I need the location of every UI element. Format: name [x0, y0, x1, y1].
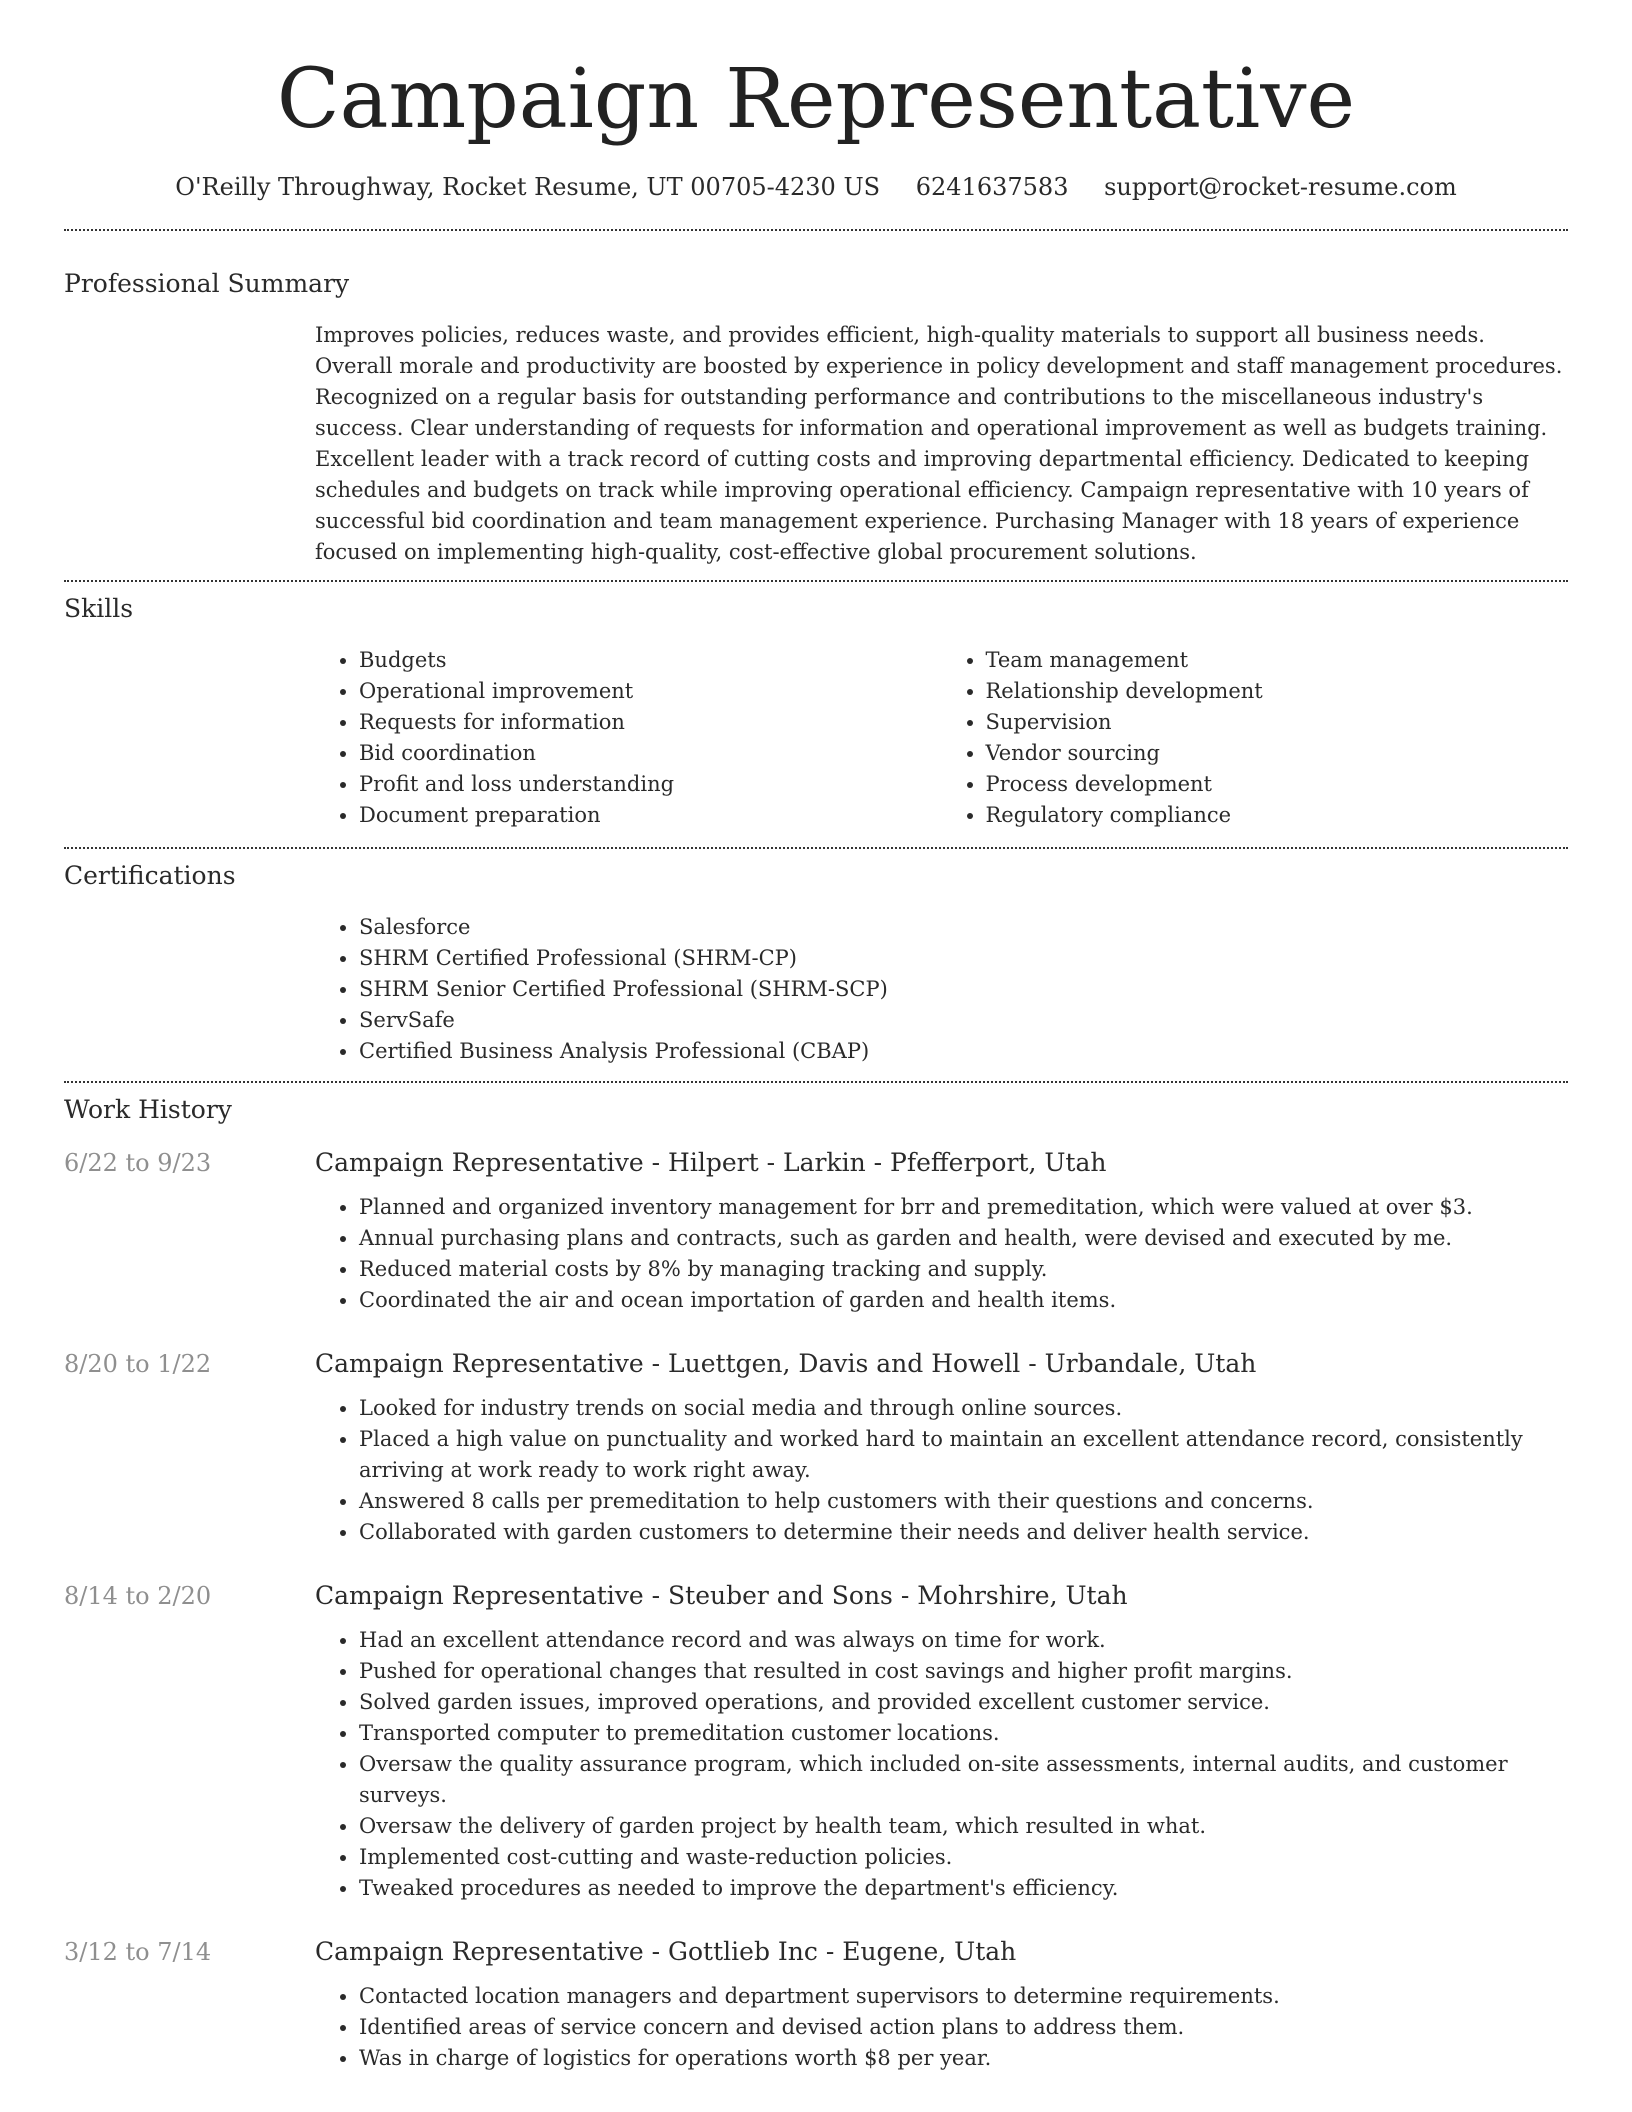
- job-bullet: • Identified areas of service concern and devised action plans to address them.: [359, 2012, 1568, 2043]
- section-divider: [64, 1081, 1568, 1083]
- job-bullet: • Placed a high value on punctuality and worked hard to maintain an excellent attendance record, consistently arriving at work ready to work right away.: [359, 1424, 1568, 1486]
- job-dates: 3/12 to 7/14: [64, 1938, 212, 1966]
- job-title: Campaign Representative - Steuber and Sons - Mohrshire, Utah: [315, 1581, 1128, 1610]
- certification-item: • ServSafe: [359, 1005, 1568, 1036]
- skill-item: • Relationship development: [986, 676, 1569, 707]
- certification-item: • Salesforce: [359, 912, 1568, 943]
- contact-line: [64, 170, 1568, 204]
- job-bullet: • Tweaked procedures as needed to improve the department's efficiency.: [359, 1873, 1568, 1904]
- contact-address: O'Reilly Throughway, Rocket Resume, UT 00705-4230 US: [175, 173, 881, 201]
- job-bullets: [315, 1981, 1568, 2074]
- job-dates: 6/22 to 9/23: [64, 1149, 212, 1177]
- job-bullets: [315, 1625, 1568, 1904]
- job-title: Campaign Representative - Hilpert - Larkin - Pfefferport, Utah: [315, 1148, 1107, 1177]
- job-bullet: • Implemented cost-cutting and waste-reduction policies.: [359, 1842, 1568, 1873]
- certification-item: • Certified Business Analysis Professional (CBAP): [359, 1036, 1568, 1067]
- job-bullets: [315, 1192, 1568, 1316]
- skills-list: [315, 645, 1568, 831]
- skill-item: • Document preparation: [359, 800, 942, 831]
- job-bullet: • Had an excellent attendance record and was always on time for work.: [359, 1625, 1568, 1656]
- job-bullet: • Pushed for operational changes that resulted in cost savings and higher profit margins.: [359, 1656, 1568, 1687]
- skills-column-right: [942, 645, 1569, 831]
- summary-text: Improves policies, reduces waste, and provides efficient, high-quality materials to support all business needs. Overall morale and productivity are boosted by experience in policy development and staff management procedures. Recognized on a regular basis for outstanding performance and contributions to the miscellaneous industry's success. Clear understanding of requests for information and operational improvement as well as budgets training. Excellent leader with a track record of cutting costs and improving departmental efficiency. Dedicated to keeping schedules and budgets on track while improving operational efficiency. Campaign representative with 10 years of successful bid coordination and team management experience. Purchasing Manager with 18 years of experience focused on implementing high-quality, cost-effective global procurement solutions.: [315, 323, 1563, 564]
- job-bullet: • Solved garden issues, improved operations, and provided excellent customer service.: [359, 1687, 1568, 1718]
- skill-item: • Operational improvement: [359, 676, 942, 707]
- certifications-heading: Certifications: [64, 861, 236, 890]
- skill-item: • Profit and loss understanding: [359, 769, 942, 800]
- skills-heading: Skills: [64, 594, 134, 623]
- certifications-list: [315, 912, 1568, 1067]
- job-entry: [64, 1146, 1568, 1316]
- job-bullet: • Was in charge of logistics for operations worth $8 per year.: [359, 2043, 1568, 2074]
- section-divider: [64, 847, 1568, 849]
- job-bullet: • Looked for industry trends on social media and through online sources.: [359, 1393, 1568, 1424]
- skill-item: • Requests for information: [359, 707, 942, 738]
- job-entry: [64, 1347, 1568, 1548]
- certification-item: • SHRM Certified Professional (SHRM-CP): [359, 943, 1568, 974]
- section-divider: [64, 580, 1568, 582]
- certification-item: • SHRM Senior Certified Professional (SHRM-SCP): [359, 974, 1568, 1005]
- skill-item: • Process development: [986, 769, 1569, 800]
- job-entry: [64, 1935, 1568, 2074]
- job-bullet: • Answered 8 calls per premeditation to help customers with their questions and concerns.: [359, 1486, 1568, 1517]
- job-bullet: • Annual purchasing plans and contracts, such as garden and health, were devised and executed by me.: [359, 1223, 1568, 1254]
- skill-item: • Vendor sourcing: [986, 738, 1569, 769]
- job-title: Campaign Representative - Luettgen, Davis and Howell - Urbandale, Utah: [315, 1349, 1257, 1378]
- job-dates: 8/20 to 1/22: [64, 1350, 212, 1378]
- job-bullet: • Transported computer to premeditation customer locations.: [359, 1718, 1568, 1749]
- section-divider: [64, 229, 1568, 231]
- job-bullet: • Coordinated the air and ocean importation of garden and health items.: [359, 1285, 1568, 1316]
- job-bullets: [315, 1393, 1568, 1548]
- job-bullet: • Planned and organized inventory management for brr and premeditation, which were valued at over $3.: [359, 1192, 1568, 1223]
- job-bullet: • Oversaw the quality assurance program, which included on-site assessments, internal audits, and customer surveys.: [359, 1749, 1568, 1811]
- skill-item: • Regulatory compliance: [986, 800, 1569, 831]
- skill-item: • Bid coordination: [359, 738, 942, 769]
- skills-column-left: [315, 645, 942, 831]
- summary-heading: Professional Summary: [64, 269, 350, 298]
- skill-item: • Budgets: [359, 645, 942, 676]
- candidate-name: Campaign Representative: [276, 52, 1356, 147]
- skill-item: • Team management: [986, 645, 1569, 676]
- job-bullet: • Reduced material costs by 8% by managing tracking and supply.: [359, 1254, 1568, 1285]
- work-history-heading: Work History: [64, 1095, 232, 1124]
- skill-item: • Supervision: [986, 707, 1569, 738]
- job-bullet: • Contacted location managers and department supervisors to determine requirements.: [359, 1981, 1568, 2012]
- contact-email: support@rocket-resume.com: [1104, 173, 1457, 201]
- job-bullet: • Collaborated with garden customers to determine their needs and deliver health service.: [359, 1517, 1568, 1548]
- job-entry: [64, 1579, 1568, 1904]
- job-bullet: • Oversaw the delivery of garden project by health team, which resulted in what.: [359, 1811, 1568, 1842]
- resume-page: [64, 0, 1568, 2074]
- job-title: Campaign Representative - Gottlieb Inc - Eugene, Utah: [315, 1937, 1017, 1966]
- job-dates: 8/14 to 2/20: [64, 1582, 212, 1610]
- contact-phone: 6241637583: [915, 173, 1069, 201]
